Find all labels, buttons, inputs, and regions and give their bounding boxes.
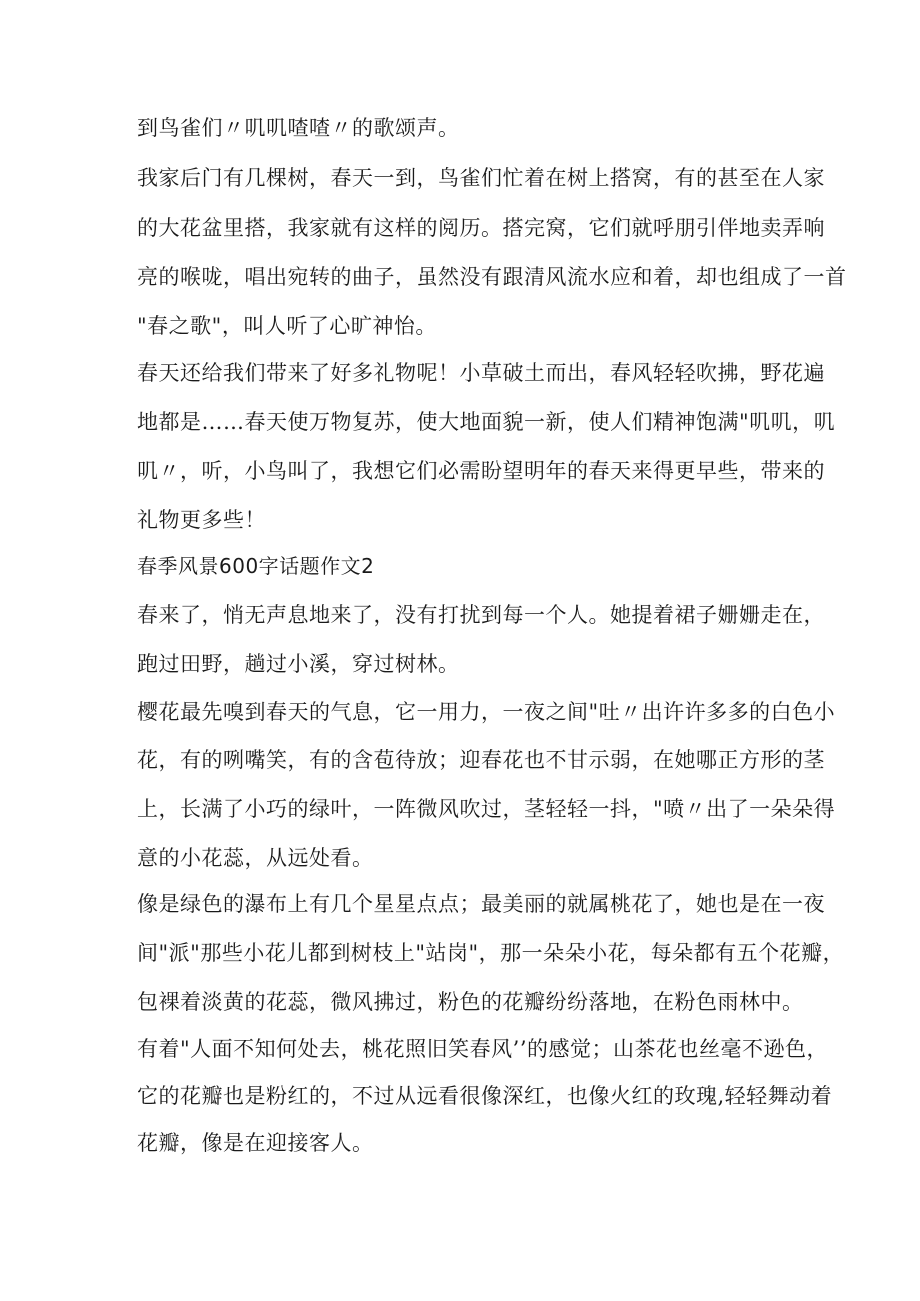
text-line: 像是绿色的瀑布上有几个星星点点；最美丽的就属桃花了，她也是在一夜	[137, 892, 825, 916]
text-line: 亮的喉咙，唱出宛转的曲子，虽然没有跟清风流水应和着，却也组成了一首	[137, 265, 847, 289]
text-line: 礼物更多些！	[137, 508, 266, 532]
text-line: 花，有的咧嘴笑，有的含苞待放；迎春花也不甘示弱，在她哪正方形的茎	[137, 748, 825, 772]
text-line: 春来了，悄无声息地来了，没有打扰到每一个人。她提着裙子姗姗走在，	[137, 603, 825, 627]
text-line: 我家后门有几棵树，春天一到，鸟雀们忙着在树上搭窝，有的甚至在人家	[137, 166, 825, 190]
text-line: 花瓣，像是在迎接客人。	[137, 1131, 374, 1155]
text-line: 叽〃，听，小鸟叫了，我想它们必需盼望明年的春天来得更早些，带来的	[137, 459, 825, 483]
text-line: 包裸着淡黄的花蕊，微风拂过，粉色的花瓣纷纷落地，在粉色雨林中。	[137, 990, 804, 1014]
text-line: 有着"人面不知何处去，桃花照旧笑春风’’的感觉；山茶花也丝毫不逊色，	[137, 1037, 829, 1061]
text-line: 它的花瓣也是粉红的，不过从远看很像深红，也像火红的玫瑰,轻轻舞动着	[137, 1084, 833, 1108]
text-line: 樱花最先嗅到春天的气息，它一用力，一夜之间"吐〃出许许多多的白色小	[137, 700, 836, 724]
text-line: 跑过田野，趟过小溪，穿过树林。	[137, 652, 460, 676]
text-line: 到鸟雀们〃叽叽喳喳〃的歌颂声。	[137, 116, 460, 140]
text-line: 上，长满了小巧的绿叶，一阵微风吹过，茎轻轻一抖，"喷〃出了一朵朵得	[137, 797, 836, 821]
text-line: 意的小花蕊，从远处看。	[137, 846, 374, 870]
text-line: "春之歌"，叫人听了心旷神怡。	[137, 314, 437, 338]
text-line: 间"派"那些小花儿都到树枝上"站岗"，那一朵朵小花，每朵都有五个花瓣，	[137, 941, 845, 965]
text-line: 春天还给我们带来了好多礼物呢！小草破土而出，春风轻轻吹拂，野花遍	[137, 361, 825, 385]
text-line: 地都是……春天使万物复苏，使大地面貌一新，使人们精神饱满"叽叽，叽	[137, 410, 836, 434]
text-line: 的大花盆里搭，我家就有这样的阅历。搭完窝，它们就呼朋引伴地卖弄响	[137, 216, 825, 240]
section-heading: 春季风景600字话题作文2	[137, 554, 375, 578]
